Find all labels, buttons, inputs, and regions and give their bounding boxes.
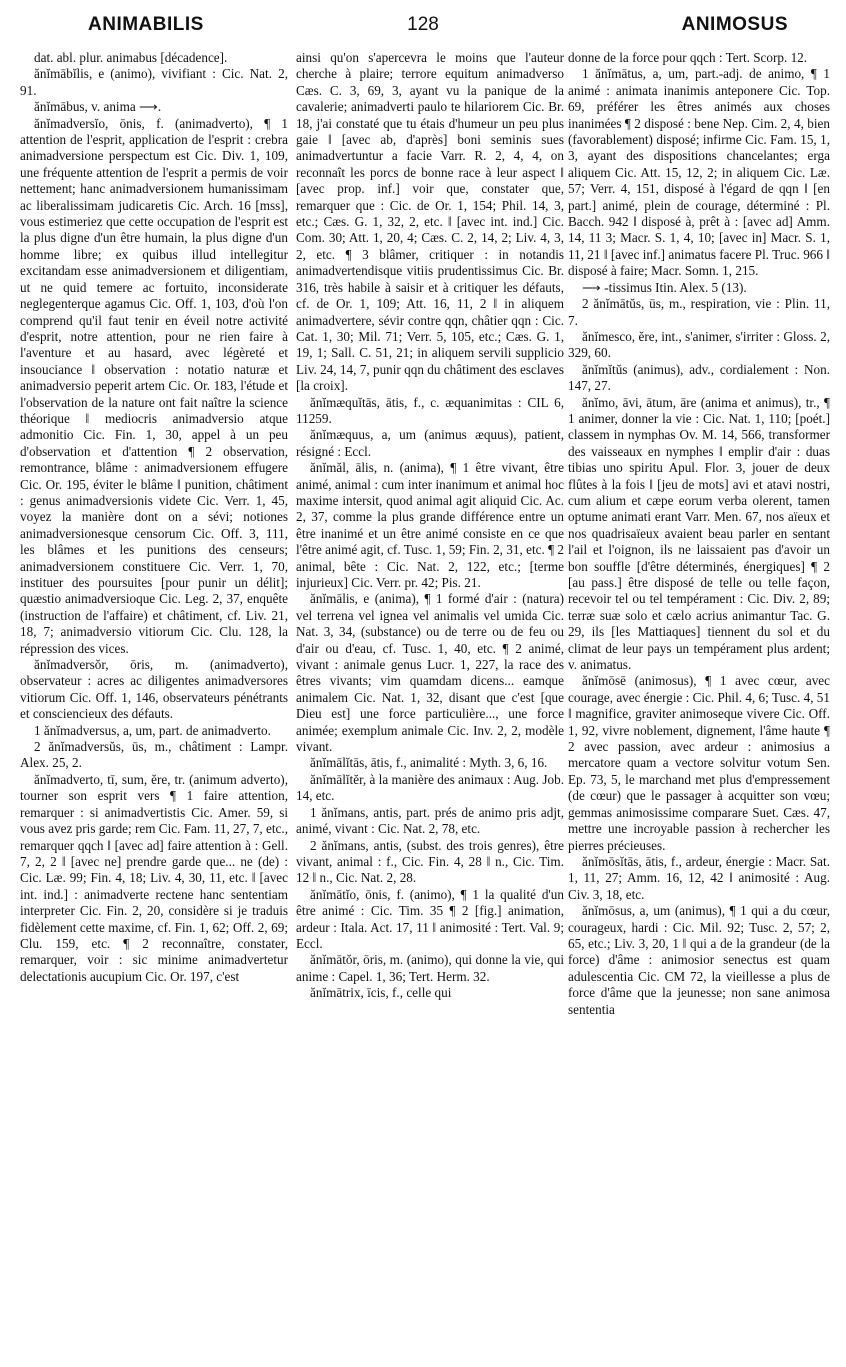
- dictionary-entry: ănĭmadversŏr, ōris, m. (animadverto), observateur : acres ac diligentes animadversores vitiorum Cic. Off. 1, 146, observateurs pénétrants et consciencieux des défauts.: [20, 657, 288, 722]
- column-3: [568, 50, 830, 1355]
- column-2: [296, 50, 564, 1355]
- dictionary-entry: ănĭmo, āvi, ātum, āre (anima et animus), tr., ¶ 1 animer, donner la vie : Cic. Nat. 1, 110; [poét.] classem in nymphas Ov. M. 14, 566, transformer des vaisseaux en nymphes ‖ emplir d'air : duas tibias uno spiritu Apul. Flor. 3, jouer de deux flûtes à la fois ‖ [jeu de mots] avi et atavi nostri, cum alium et cæpe eorum verba olerent, tamen optume animati erant Varr. Men. 67, nos aïeux et nos quadrisaïeux avaient beau parler en sentant l'ail et l'oignon, ils ne laissaient pas d'avoir un bon souffle [d'être déterminés, énergiques] ¶ 2 [au pass.] être disposé de telle ou telle façon, recevoir tel ou tel tempérament : Cic. Div. 2, 89; terræ suæ solo et cælo acrius animantur Tac. G. 29, ils [les Mattiaques] tiennent du sol et du climat de leur pays un tempérament plus ardent; v. animatus.: [568, 394, 830, 673]
- dictionary-entry: ănĭmōsē (animosus), ¶ 1 avec cœur, avec courage, avec énergie : Cic. Phil. 4, 6; Tusc. 4, 51 ‖ magnifice, graviter animoseque vivere Cic. Off. 1, 92, vivre noblement, dignement, l'âme haute ¶ 2 avec passion, avec ardeur : animosius a mercatore quam a vectore solvitur votum Sen. Ep. 73, 5, le marchand met plus d'empressement (de cœur) que le passager à acquitter son vœu; gemmas animosissime comparare Suet. Cæs. 47, mettre une incroyable passion à rechercher les pierres précieuses.: [568, 673, 830, 853]
- dictionary-entry: ănĭmĭtŭs (animus), adv., cordialement : Non. 147, 27.: [568, 361, 830, 394]
- dictionary-entry: ănĭmābus, v. anima ⟶.: [34, 99, 162, 115]
- dictionary-entry: ănĭmātĭo, ōnis, f. (animo), ¶ 1 la qualité d'un être animé : Cic. Tim. 35 ¶ 2 [fig.] animation, ardeur : Itala. Act. 17, 11 ‖ animosité : Tert. Val. 9; Eccl.: [296, 886, 564, 951]
- dictionary-entry: donne de la force pour qqch : Tert. Scorp. 12.: [568, 50, 808, 65]
- column-1: [20, 50, 288, 1355]
- dictionary-entry: ănĭmadverto, tī, sum, ĕre, tr. (animum adverto), tourner son esprit vers ¶ 1 faire attention, remarquer : si animadvertistis Cic. Amer. 59, si vous avez pris garde; rem Cic. Fam. 11, 27, 7, etc., remarquer qqch ‖ [avec ad] faire attention à : Gell. 7, 2, 2 ‖ [avec ne] prendre garde que... ne (de) : Cic. Læ. 99; Fin. 4, 18; Liv. 4, 30, 11, etc. ‖ [avec int. ind.] : animadverte rectene hanc sententiam interpreter Cic. Fin. 2, 20, considère si je traduis fidèlement cette maxime, cf. Fin. 1, 62; Off. 2, 69; Clu. 159, etc. ¶ 2 reconnaître, constater, remarquer, voir : sic minime animadvertetur delectationis aucupium Cic. Or. 197, c'est: [20, 771, 288, 984]
- header-first-entry: ANIMABILIS: [88, 14, 204, 35]
- dictionary-entry: ănĭmātŏr, ōris, m. (animo), qui donne la vie, qui anime : Capel. 1, 36; Tert. Herm. 32.: [296, 952, 564, 984]
- page-header: [18, 14, 828, 42]
- dictionary-entry: ănĭmōsus, a, um (animus), ¶ 1 qui a du cœur, courageux, hardi : Cic. Mil. 92; Tusc. 2, 57; 2, 65, etc.; Liv. 3, 20, 1 ‖ qui a de la grandeur (de la force) d'âme : animosior senectus est quam adulescentia Cic. CM 72, la vieillesse a plus de force d'âme que la jeunesse; non sane animosa sententia: [568, 903, 830, 1017]
- dictionary-entry: 2 ănĭmadversŭs, ūs, m., châtiment : Lampr. Alex. 25, 2.: [20, 739, 288, 771]
- dictionary-entry: 1 ănĭmadversus, a, um, part. de animadverto.: [34, 722, 271, 738]
- dictionary-entry: ⟶ -tissimus Itin. Alex. 5 (13).: [582, 279, 747, 295]
- dictionary-entry: ainsi qu'on s'apercevra le moins que l'auteur cherche à plaire; terrore equitum animadverso Cæs. C. 3, 69, 3, ayant vu la panique de la cavalerie; animadverti paulo te hilariorem Cic. Br. 18, j'ai constaté que tu étais d'humeur un peu plus gaie ‖ [avec ab, d'après] boni seminis sues animadvertuntur a facie Varr. R. 2, 4, 4, on reconnaît les porcs de bonne race à leur aspect ‖ [avec prop. inf.] voir que, constater que, remarquer que : Cic. de Or. 1, 154; Phil. 14, 3, etc.; Cæs. G. 1, 32, 2, etc. ‖ [avec int. ind.] Cic. Com. 30; Att. 1, 20, 4; Cæs. C. 2, 14, 2; Liv. 4, 3, 2, etc. ¶ 3 blâmer, critiquer : in notandis animadvertendisque vitiis prudentissimus Cic. Br. 316, très habile à saisir et à critiquer les défauts, cf. de Or. 1, 109; Att. 16, 11, 2 ‖ in aliquem animadvertere, sévir contre qqn, châtier qqn : Cic. Cat. 1, 30; Mil. 71; Verr. 5, 105, etc.; Cæs. G. 1, 19, 1; Sall. C. 51, 21; in aliquem servili supplicio Liv. 24, 14, 7, punir qqn du châtiment des esclaves [la croix].: [296, 50, 564, 394]
- dictionary-entry: 2 ănĭmans, antis, (subst. des trois genres), être vivant, animal : f., Cic. Fin. 4, 28 ‖ n., Cic. Tim. 12 ‖ n., Cic. Nat. 2, 28.: [296, 837, 564, 886]
- dictionary-entry: ănĭmālis, e (anima), ¶ 1 formé d'air : (natura) vel terrena vel ignea vel animalis vel umida Cic. Nat. 3, 34, (substance) ou de terre ou de feu ou d'air ou d'eau, cf. Tusc. 1, 40, etc. ¶ 2 animé, vivant : animale genus Lucr. 1, 227, la race des êtres vivants; vim quamdam dicens... eamque animalem Cic. Nat. 1, 32, disant que c'est [que Dieu est] une force particulière..., une force animée; exemplum animale Cic. Inv. 2, 2, modèle vivant.: [296, 591, 564, 755]
- page-number: 128: [407, 14, 439, 35]
- dictionary-entry: ănĭmālĭtĕr, à la manière des animaux : Aug. Job. 14, etc.: [296, 771, 564, 804]
- dictionary-entry: 1 ănĭmans, antis, part. prés de animo pris adjt, animé, vivant : Cic. Nat. 2, 78, etc.: [296, 804, 564, 837]
- dictionary-entry: ănĭmālĭtās, ātis, f., animalité : Myth. 3, 6, 16.: [310, 755, 548, 771]
- dictionary-entry: ănĭmābĭlis, e (animo), vivifiant : Cic. Nat. 2, 91.: [20, 66, 288, 98]
- dictionary-entry: ănĭmōsĭtās, ātis, f., ardeur, énergie : Macr. Sat. 1, 11, 27; Amm. 16, 12, 42 ‖ animosité : Aug. Civ. 3, 18, etc.: [568, 853, 830, 902]
- dictionary-entry: dat. abl. plur. animabus [décadence].: [34, 50, 228, 65]
- dictionary-entry: ănĭmæquĭtās, ātis, f., c. æquanimitas : CIL 6, 11259.: [296, 394, 564, 426]
- header-last-entry: ANIMOSUS: [681, 14, 788, 35]
- dictionary-entry: 2 ănĭmātŭs, ūs, m., respiration, vie : Plin. 11, 7.: [568, 296, 830, 328]
- dictionary-entry: ănĭmăl, ālis, n. (anima), ¶ 1 être vivant, être animé, animal : cum inter inanimum et animal hoc maxime intersit, quod animal agit aliquid Cic. Ac. 2, 37, comme la plus grande différence entre un être inanimé et un être animé consiste en ce que l'être animé agit, cf. Tusc. 1, 59; Fin. 2, 31, etc. ¶ 2 animal, bête : Cic. Nat. 2, 122, etc.; [terme injurieux] Cic. Verr. pr. 42; Pis. 21.: [296, 460, 564, 590]
- dictionary-entry: ănĭmātrix, īcis, f., celle qui: [310, 985, 452, 1001]
- dictionary-entry: ănĭmadversĭo, ōnis, f. (animadverto), ¶ 1 attention de l'esprit, application de l'esprit : crebra animadversione perspectum est Cic. Div. 1, 109, une fréquente attention de l'esprit a permis de voir nettement; hanc animadversionem humanissimam ac liberalissimam judicaretis Cic. Arch. 16 [mss], vous estimeriez que cette occupation de l'esprit est la plus digne d'un être humain, la plus digne d'un homme libre; ex quibus illud intellegitur excitandam esse animadversionem et diligentiam, ut ne quid temere ac fortuito, inconsiderate neglegenterque agamus Cic. Off. 1, 103, d'où l'on comprend qu'il faut tenir en éveil notre activité d'esprit, notre attention, pour ne rien faire à l'aventure et au hasard, avec légèreté et insouciance ‖ observation : notatio naturæ et animadversio peperit artem Cic. Or. 183, l'étude et l'observation de la nature ont fait naître la science théorique ‖ mediocris animadversio atque admonitio Cic. Fin. 1, 30, appel à un peu d'observation et d'attention ¶ 2 observation, remontrance, blâme : animadversionem effugere Cic. Or. 195, éviter le blâme ‖ punition, châtiment : genus animadversionis videte Cic. Verr. 1, 45, voyez la manière dont on a sévi; notiones animadversionesque censorum Cic. Off. 3, 111, les blâmes et les punitions des censeurs; animadversionem constituere Cic. Verr. 1, 70, instituer des poursuites [pour punir un délit]; quæstio animadversioque Cic. Leg. 2, 37, enquête (instruction de l'affaire) et châtiment, cf. Liv. 21, 18, 7; animadversio vitiorum Cic. Clu. 128, la répression des vices.: [20, 115, 288, 656]
- dictionary-entry: 1 ănĭmātus, a, um, part.-adj. de animo, ¶ 1 animé : animata inanimis anteponere Cic. Top. 69, préférer les êtres animés aux choses inanimées ¶ 2 disposé : bene Nep. Cim. 2, 4, bien (favorablement) disposé; infirme Cic. Fam. 15, 1, 3, ayant des dispositions chancelantes; erga aliquem Cic. Att. 15, 12, 2; in aliquem Cic. Læ. 57; Verr. 4, 151, disposé à l'égard de qqn ‖ [en part.] animé, plein de courage, déterminé : Pl. Bacch. 942 ‖ disposé à, prêt à : [avec ad] Amm. 14, 11 3; Macr. S. 1, 4, 10; [avec in] Macr. S. 1, 11, 21 ‖ [avec inf.] animatus facere Pl. Truc. 966 ‖ disposé à faire; Macr. Somn. 1, 215.: [568, 66, 830, 279]
- dictionary-entry: ănĭmæquus, a, um (animus æquus), patient, résigné : Eccl.: [296, 427, 564, 459]
- dictionary-entry: ănĭmesco, ĕre, int., s'animer, s'irriter : Gloss. 2, 329, 60.: [568, 328, 830, 361]
